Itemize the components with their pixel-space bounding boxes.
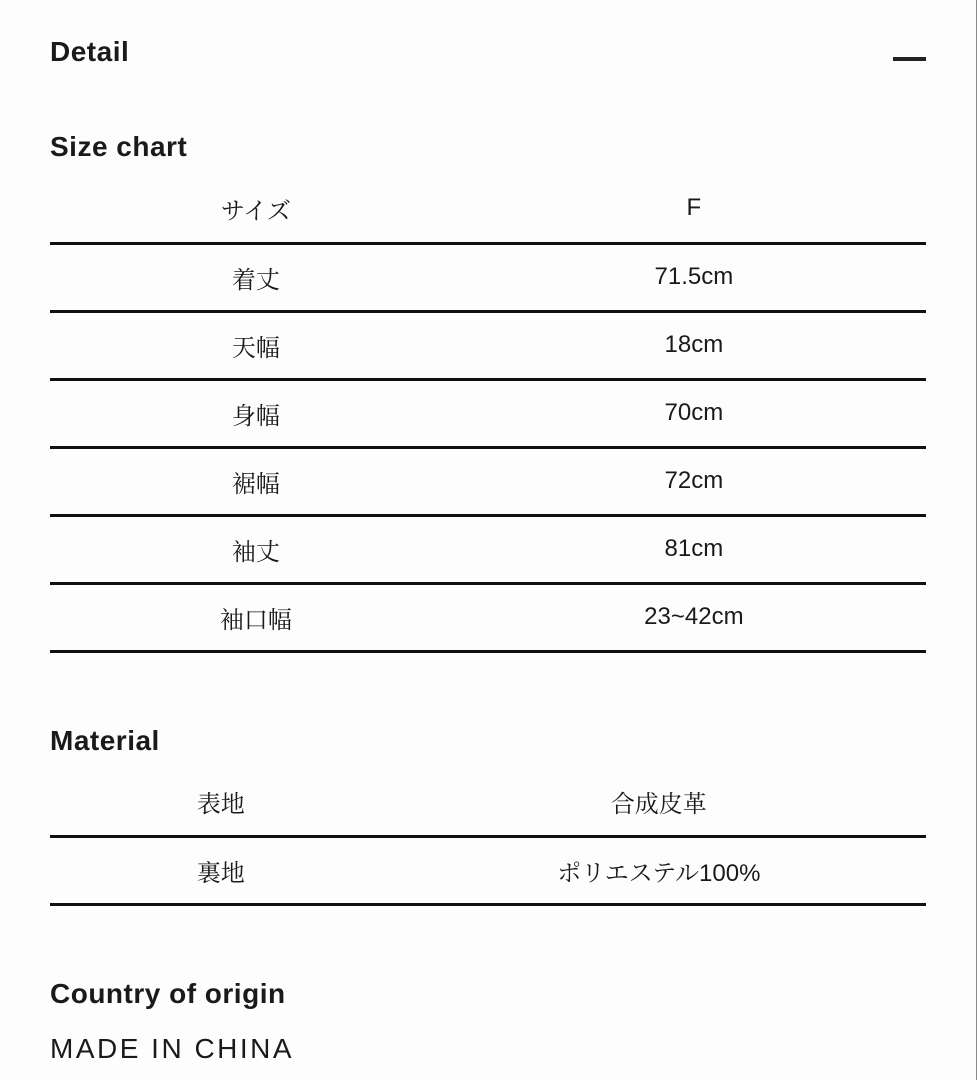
row-value: 合成皮革 — [392, 769, 926, 837]
country-of-origin-value: MADE IN CHINA — [50, 1033, 295, 1064]
size-chart-table — [50, 175, 926, 653]
row-value: 18cm — [462, 311, 926, 379]
row-value: 71.5cm — [462, 243, 926, 311]
size-column-header: サイズ — [50, 175, 462, 243]
size-chart-heading: Size chart — [50, 131, 188, 162]
table-row — [50, 447, 926, 515]
row-value: 72cm — [462, 447, 926, 515]
table-row — [50, 311, 926, 379]
row-label: 身幅 — [50, 379, 462, 447]
row-label: 袖口幅 — [50, 583, 462, 651]
detail-accordion-header[interactable] — [50, 0, 926, 68]
table-row — [50, 243, 926, 311]
row-label: 天幅 — [50, 311, 462, 379]
table-row — [50, 379, 926, 447]
table-row — [50, 769, 926, 837]
row-value: ポリエステル100% — [392, 837, 926, 905]
table-header-row — [50, 175, 926, 243]
material-table — [50, 769, 926, 907]
row-value: 70cm — [462, 379, 926, 447]
row-label: 裏地 — [50, 837, 392, 905]
size-column-value-header: F — [462, 175, 926, 243]
table-row — [50, 583, 926, 651]
table-row — [50, 515, 926, 583]
row-value: 81cm — [462, 515, 926, 583]
row-value: 23~42cm — [462, 583, 926, 651]
detail-section-title: Detail — [50, 36, 130, 67]
material-heading: Material — [50, 724, 160, 756]
row-label: 着丈 — [50, 243, 462, 311]
country-of-origin-heading: Country of origin — [50, 978, 286, 1009]
table-row — [50, 837, 926, 905]
collapse-minus-icon[interactable] — [893, 57, 926, 61]
row-label: 袖丈 — [50, 515, 462, 583]
row-label: 裾幅 — [50, 447, 462, 515]
row-label: 表地 — [50, 769, 392, 837]
